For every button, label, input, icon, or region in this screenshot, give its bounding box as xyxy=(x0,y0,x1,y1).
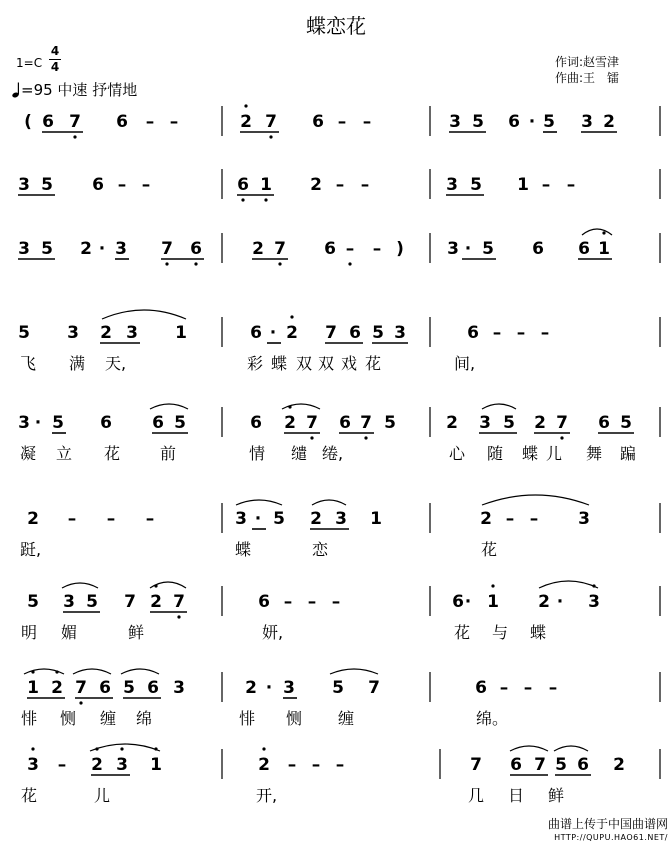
note-glyph: 2 xyxy=(613,755,625,775)
note-glyph: 3 xyxy=(115,239,127,259)
key-signature: 1=C xyxy=(16,56,43,70)
note-glyph: 1 xyxy=(150,755,162,775)
note-glyph: – xyxy=(529,509,539,529)
lyric-char: 开, xyxy=(256,786,278,805)
note-glyph: 6 xyxy=(577,755,589,775)
note-glyph: 6 xyxy=(258,592,270,612)
slur-arc xyxy=(150,404,188,409)
note-glyph: · xyxy=(464,239,472,259)
slur-arc xyxy=(102,310,186,319)
note-glyph: – xyxy=(566,175,576,195)
note-glyph: 2 xyxy=(310,175,322,195)
note-glyph: 3 xyxy=(27,755,39,775)
note-glyph: 2 xyxy=(286,323,298,343)
note-glyph: – xyxy=(337,112,347,132)
lyric-char: 恋 xyxy=(312,540,329,559)
note-glyph: · xyxy=(528,112,536,132)
time-signature-bottom: 4 xyxy=(50,60,60,74)
note-glyph: 3 xyxy=(116,755,128,775)
slur-arc xyxy=(121,669,159,674)
note-glyph: – xyxy=(345,239,355,259)
octave-dot xyxy=(269,135,272,138)
note-glyph: – xyxy=(360,175,370,195)
slur-arc xyxy=(330,669,378,674)
note-glyph: 1 xyxy=(175,323,187,343)
song-title: 蝶恋花 xyxy=(306,14,366,38)
note-glyph: 6 xyxy=(116,112,128,132)
lyric-char: 悱 xyxy=(21,709,38,728)
lyric-char: 蹁 xyxy=(620,444,637,463)
note-glyph: – xyxy=(283,592,293,612)
lyric-char: 缠 xyxy=(100,709,117,728)
note-glyph: 2 xyxy=(446,413,458,433)
slur-arc xyxy=(236,500,282,505)
note-glyph: 5 xyxy=(543,112,555,132)
note-glyph: 7 xyxy=(124,592,136,612)
note-glyph: 6 xyxy=(510,755,522,775)
note-glyph: 2 xyxy=(258,755,270,775)
octave-dot xyxy=(262,747,265,750)
note-glyph: – xyxy=(499,678,509,698)
lyric-char: 恻 xyxy=(60,709,77,728)
note-glyph: 5 xyxy=(472,112,484,132)
note-glyph: ( xyxy=(24,112,32,132)
note-glyph: 5 xyxy=(86,592,98,612)
lyric-char: 随 xyxy=(487,444,504,463)
lyric-char: 戏 xyxy=(341,354,358,373)
octave-dot xyxy=(165,262,168,265)
note-glyph: – xyxy=(372,239,382,259)
note-glyph: 6 xyxy=(190,239,202,259)
lyric-char: 妍, xyxy=(262,623,284,642)
note-glyph: – xyxy=(335,755,345,775)
note-glyph: 6 xyxy=(598,413,610,433)
note-glyph: 5 xyxy=(41,175,53,195)
octave-dot xyxy=(560,436,563,439)
note-glyph: 2 xyxy=(534,413,546,433)
note-glyph: 3 xyxy=(581,112,593,132)
octave-dot xyxy=(120,747,123,750)
note-glyph: 6 xyxy=(237,175,249,195)
note-glyph: 5 xyxy=(470,175,482,195)
octave-dot xyxy=(79,701,82,704)
note-glyph: 7 xyxy=(274,239,286,259)
note-glyph: 6 xyxy=(532,239,544,259)
note-glyph: – xyxy=(141,175,151,195)
note-glyph: 2 xyxy=(240,112,252,132)
lyric-char: 与 xyxy=(492,623,509,642)
lyric-char: 跹, xyxy=(20,540,42,559)
note-glyph: 6 xyxy=(312,112,324,132)
note-glyph: 5 xyxy=(123,678,135,698)
note-glyph: – xyxy=(523,678,533,698)
note-glyph: – xyxy=(541,175,551,195)
note-glyph: 2 xyxy=(150,592,162,612)
lyric-char: 立 xyxy=(56,444,73,463)
note-glyph: 2 xyxy=(480,509,492,529)
lyric-char: 天, xyxy=(105,354,127,373)
note-glyph: · xyxy=(556,592,564,612)
note-glyph: 3 xyxy=(67,323,79,343)
note-glyph: 3 xyxy=(18,413,30,433)
note-glyph: 5 xyxy=(52,413,64,433)
lyric-char: 花 xyxy=(365,354,382,373)
note-glyph: 5 xyxy=(41,239,53,259)
note-glyph: 6 xyxy=(339,413,351,433)
octave-dot xyxy=(290,315,293,318)
lyricist-credit: 作词:赵雪津 xyxy=(555,55,620,69)
octave-dot xyxy=(364,436,367,439)
lyric-char: 日 xyxy=(508,786,525,805)
slur-arc xyxy=(90,744,160,751)
lyric-char: 儿 xyxy=(94,786,111,805)
note-glyph: 5 xyxy=(620,413,632,433)
note-glyph: – xyxy=(516,323,526,343)
note-glyph: 1 xyxy=(370,509,382,529)
octave-dot xyxy=(177,615,180,618)
note-glyph: 3 xyxy=(63,592,75,612)
note-glyph: 3 xyxy=(447,239,459,259)
note-glyph: 6 xyxy=(250,413,262,433)
note-glyph: 3 xyxy=(394,323,406,343)
note-glyph: – xyxy=(169,112,179,132)
lyric-char: 花 xyxy=(454,623,471,642)
note-glyph: – xyxy=(335,175,345,195)
lyric-char: 满 xyxy=(69,354,86,373)
lyric-char: 鲜 xyxy=(548,786,565,805)
note-glyph: 6 xyxy=(100,413,112,433)
slur-arc xyxy=(482,495,589,505)
note-glyph: – xyxy=(492,323,502,343)
note-glyph: 5 xyxy=(174,413,186,433)
octave-dot xyxy=(278,262,281,265)
note-glyph: 5 xyxy=(384,413,396,433)
octave-dot xyxy=(31,747,34,750)
footer-site-name: 曲谱上传于中国曲谱网 xyxy=(547,817,668,831)
note-glyph: 5 xyxy=(503,413,515,433)
note-glyph: – xyxy=(106,509,116,529)
note-glyph: · xyxy=(269,323,277,343)
note-glyph: 5 xyxy=(27,592,39,612)
note-glyph: 6 xyxy=(578,239,590,259)
lyric-char: 悱 xyxy=(239,709,256,728)
note-glyph: 6 xyxy=(99,678,111,698)
note-glyph: – xyxy=(117,175,127,195)
note-glyph: 1 xyxy=(517,175,529,195)
slur-arc xyxy=(73,669,111,674)
note-glyph: ) xyxy=(396,239,404,259)
lyric-char: 舞 xyxy=(586,444,603,463)
note-glyph: 2 xyxy=(91,755,103,775)
octave-dot xyxy=(348,262,351,265)
lyric-char: 缱 xyxy=(291,444,308,463)
note-glyph: – xyxy=(287,755,297,775)
note-glyph: 7 xyxy=(173,592,185,612)
note-glyph: · xyxy=(98,239,106,259)
note-glyph: 6 xyxy=(452,592,464,612)
note-glyph: 6 xyxy=(349,323,361,343)
note-glyph: 1 xyxy=(598,239,610,259)
note-glyph: 3 xyxy=(18,239,30,259)
octave-dot xyxy=(602,231,605,234)
lyric-char: 绻, xyxy=(322,444,344,463)
lyric-char: 凝 xyxy=(20,444,37,463)
lyric-char: 恻 xyxy=(286,709,303,728)
note-glyph: 2 xyxy=(27,509,39,529)
lyric-char: 间, xyxy=(454,354,476,373)
lyric-char: 情 xyxy=(249,444,266,463)
note-glyph: 7 xyxy=(161,239,173,259)
note-glyph: – xyxy=(67,509,77,529)
note-glyph: 3 xyxy=(173,678,185,698)
lyric-char: 明 xyxy=(21,623,38,642)
octave-dot xyxy=(491,584,494,587)
lyric-char: 双 xyxy=(318,354,335,373)
tempo-text: =95 中速 抒情地 xyxy=(21,81,138,99)
slur-arc xyxy=(282,404,320,409)
slur-arc xyxy=(24,669,64,674)
note-glyph: 3 xyxy=(283,678,295,698)
note-glyph: 3 xyxy=(446,175,458,195)
note-glyph: 6 xyxy=(152,413,164,433)
note-glyph: 2 xyxy=(284,413,296,433)
note-glyph: 5 xyxy=(372,323,384,343)
note-glyph: · xyxy=(265,678,273,698)
slur-arc xyxy=(582,229,612,235)
slur-arc xyxy=(510,746,548,751)
note-glyph: 2 xyxy=(310,509,322,529)
slur-arc xyxy=(539,581,598,588)
note-glyph: 7 xyxy=(534,755,546,775)
octave-dot xyxy=(310,436,313,439)
note-glyph: 7 xyxy=(75,678,87,698)
note-glyph: – xyxy=(362,112,372,132)
note-glyph: 3 xyxy=(588,592,600,612)
note-glyph: 3 xyxy=(18,175,30,195)
note-glyph: 5 xyxy=(18,323,30,343)
lyric-char: 儿 xyxy=(546,444,563,463)
note-glyph: 6 xyxy=(42,112,54,132)
note-glyph: – xyxy=(57,755,67,775)
lyric-char: 蝶 xyxy=(530,623,547,642)
note-glyph: 3 xyxy=(235,509,247,529)
note-glyph: – xyxy=(311,755,321,775)
note-glyph: 7 xyxy=(265,112,277,132)
note-glyph: 5 xyxy=(555,755,567,775)
note-glyph: – xyxy=(331,592,341,612)
note-glyph: · xyxy=(34,413,42,433)
note-glyph: 3 xyxy=(449,112,461,132)
note-glyph: · xyxy=(254,509,262,529)
note-glyph: 6 xyxy=(92,175,104,195)
note-glyph: 3 xyxy=(479,413,491,433)
note-glyph: 6 xyxy=(467,323,479,343)
note-glyph: 7 xyxy=(360,413,372,433)
note-glyph: – xyxy=(548,678,558,698)
lyric-char: 绵 xyxy=(136,709,153,728)
note-glyph: 2 xyxy=(100,323,112,343)
octave-dot xyxy=(244,104,247,107)
lyric-char: 几 xyxy=(468,786,485,805)
note-glyph: 1 xyxy=(27,678,39,698)
lyric-char: 双 xyxy=(296,354,313,373)
note-glyph: – xyxy=(145,112,155,132)
lyric-char: 花 xyxy=(481,540,498,559)
note-glyph: 2 xyxy=(603,112,615,132)
note-glyph: 2 xyxy=(538,592,550,612)
note-glyph: 3 xyxy=(335,509,347,529)
lyric-char: 蝶 xyxy=(522,444,539,463)
note-glyph: 6 xyxy=(508,112,520,132)
note-glyph: 2 xyxy=(252,239,264,259)
octave-dot xyxy=(264,198,267,201)
footer-watermark xyxy=(548,818,668,844)
note-glyph: 7 xyxy=(69,112,81,132)
lyric-char: 飞 xyxy=(20,354,37,373)
note-glyph: 3 xyxy=(578,509,590,529)
lyric-char: 蝶 xyxy=(271,354,288,373)
octave-dot xyxy=(73,135,76,138)
note-glyph: 7 xyxy=(470,755,482,775)
note-glyph: 7 xyxy=(306,413,318,433)
lyric-char: 鲜 xyxy=(128,623,145,642)
lyric-char: 媚 xyxy=(61,623,78,642)
lyric-char: 绵。 xyxy=(476,709,509,728)
slur-arc xyxy=(554,746,588,751)
lyric-char: 心 xyxy=(449,444,466,463)
slur-arc xyxy=(62,583,98,588)
note-glyph: · xyxy=(464,592,472,612)
note-glyph: 6 xyxy=(250,323,262,343)
note-glyph: 2 xyxy=(245,678,257,698)
octave-dot xyxy=(241,198,244,201)
lyric-char: 花 xyxy=(21,786,38,805)
lyric-char: 花 xyxy=(104,444,121,463)
note-glyph: – xyxy=(307,592,317,612)
slur-arc xyxy=(482,404,516,409)
note-glyph: 1 xyxy=(487,592,499,612)
note-glyph: 1 xyxy=(260,175,272,195)
lyric-char: 蝶 xyxy=(235,540,252,559)
note-glyph: – xyxy=(540,323,550,343)
note-glyph: 6 xyxy=(324,239,336,259)
lyric-char: 彩 xyxy=(247,354,264,373)
note-glyph: 6 xyxy=(475,678,487,698)
note-glyph: 2 xyxy=(80,239,92,259)
note-glyph: 3 xyxy=(126,323,138,343)
note-glyph: 7 xyxy=(325,323,337,343)
octave-dot xyxy=(194,262,197,265)
time-signature-top: 4 xyxy=(50,44,60,58)
note-glyph: 6 xyxy=(147,678,159,698)
note-glyph: – xyxy=(145,509,155,529)
footer-url: HTTP://QUPU.HAO61.NET/ xyxy=(554,833,668,842)
slur-arc xyxy=(312,500,346,505)
note-glyph: – xyxy=(505,509,515,529)
note-glyph: 7 xyxy=(556,413,568,433)
note-glyph: 5 xyxy=(482,239,494,259)
note-glyph: 2 xyxy=(51,678,63,698)
lyric-char: 前 xyxy=(160,444,177,463)
note-glyph: 5 xyxy=(332,678,344,698)
lyric-char: 缠 xyxy=(338,709,355,728)
composer-credit: 作曲:王 镭 xyxy=(555,71,620,85)
note-glyph: 7 xyxy=(368,678,380,698)
note-glyph: 5 xyxy=(273,509,285,529)
